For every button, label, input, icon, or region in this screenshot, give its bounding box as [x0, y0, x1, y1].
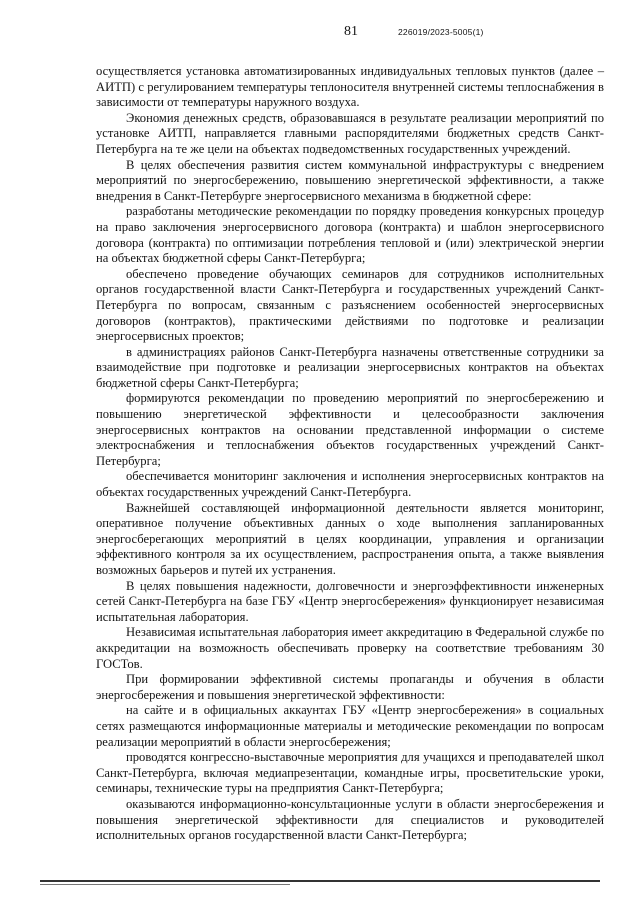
scan-edge-line — [40, 880, 600, 882]
paragraph: на сайте и в официальных аккаунтах ГБУ «Центр энергосбережения» в социальных сетях размещаются информационные материалы и методические рекомендации по вопросам реализации мероприятий в области энергосбережения; — [96, 703, 604, 749]
paragraph: В целях повышения надежности, долговечности и энергоэффективности инженерных сетей Санкт-Петербурга на базе ГБУ «Центр энергосбережения» функционирует независимая испытательная лаборатория. — [96, 578, 604, 624]
paragraph: формируются рекомендации по проведению мероприятий по энергосбережению и повышению энергетической эффективности и целесообразности заключения энергосервисных контрактов на основании представленной информации о системе электроснабжения и теплоснабжения объектов государственных учреждений Санкт-Петербурга; — [96, 391, 604, 468]
scan-edge-line — [40, 884, 290, 885]
paragraph: в администрациях районов Санкт-Петербурга назначены ответственные сотрудники за взаимодействие при подготовке и реализации энергосервисных контрактов на объектах бюджетной сферы Санкт-Петербурга; — [96, 344, 604, 390]
paragraph: обеспечивается мониторинг заключения и исполнения энергосервисных контрактов на объектах государственных учреждений Санкт-Петербурга. — [96, 469, 604, 500]
paragraph: Независимая испытательная лаборатория имеет аккредитацию в Федеральной службе по аккредитации на возможность обеспечивать проверку на соответствие требованиям 30 ГОСТов. — [96, 625, 604, 671]
document-id: 226019/2023-5005(1) — [398, 27, 484, 37]
paragraph: проводятся конгрессно-выставочные мероприятия для учащихся и преподавателей школ Санкт-Петербурга, включая медиапрезентации, командные игры, просветительские уроки, семинары, технические туры на предприятия Санкт-Петербурга; — [96, 750, 604, 796]
paragraph: При формировании эффективной системы пропаганды и обучения в области энергосбережения и повышения энергетической эффективности: — [96, 672, 604, 702]
paragraph: Важнейшей составляющей информационной деятельности является мониторинг, оперативное получение объективных данных о ходе выполнения запланированных энергосберегающих мероприятий в целях координации, управления и организации эффективного контроля за их осуществлением, распространения опыта, а также выявления возможных барьеров и путей их устранения. — [96, 500, 604, 577]
document-body — [96, 64, 604, 844]
page-header — [0, 24, 640, 44]
paragraph: В целях обеспечения развития систем коммунальной инфраструктуры с внедрением мероприятий по энергосбережению, повышению энергетической эффективности, а также внедрения в Санкт-Петербурге энергосервисного механизма в бюджетной сфере: — [96, 157, 604, 203]
paragraph: оказываются информационно-консультационные услуги в области энергосбережения и повышения энергетической эффективности для специалистов и руководителей исполнительных органов государственной власти Санкт-Петербурга; — [96, 796, 604, 843]
page-number: 81 — [344, 24, 358, 39]
paragraph: Экономия денежных средств, образовавшаяся в результате реализации мероприятий по установке АИТП, направляется главными распорядителями бюджетных средств Санкт-Петербурга на те же цели на объектах подведомственных государственных учреждений. — [96, 110, 604, 156]
paragraph: осуществляется установка автоматизированных индивидуальных тепловых пунктов (далее – АИТП) с регулированием температуры теплоносителя внутренней системы теплоснабжения в зависимости от температуры наружного воздуха. — [96, 64, 604, 110]
paragraph: разработаны методические рекомендации по порядку проведения конкурсных процедур на право заключения энергосервисного договора (контракта) и шаблон энергосервисного договора (контракта) по оптимизации потребления тепловой и (или) электрической энергии на объектах бюджетной сферы Санкт-Петербурга; — [96, 204, 604, 266]
paragraph: обеспечено проведение обучающих семинаров для сотрудников исполнительных органов государственной власти Санкт-Петербурга и государственных учреждений Санкт-Петербурга по вопросам, связанным с разъяснением особенностей энергосервисных договоров (контрактов), практическими действиями по подготовке и реализации энергосервисных проектов; — [96, 266, 604, 344]
